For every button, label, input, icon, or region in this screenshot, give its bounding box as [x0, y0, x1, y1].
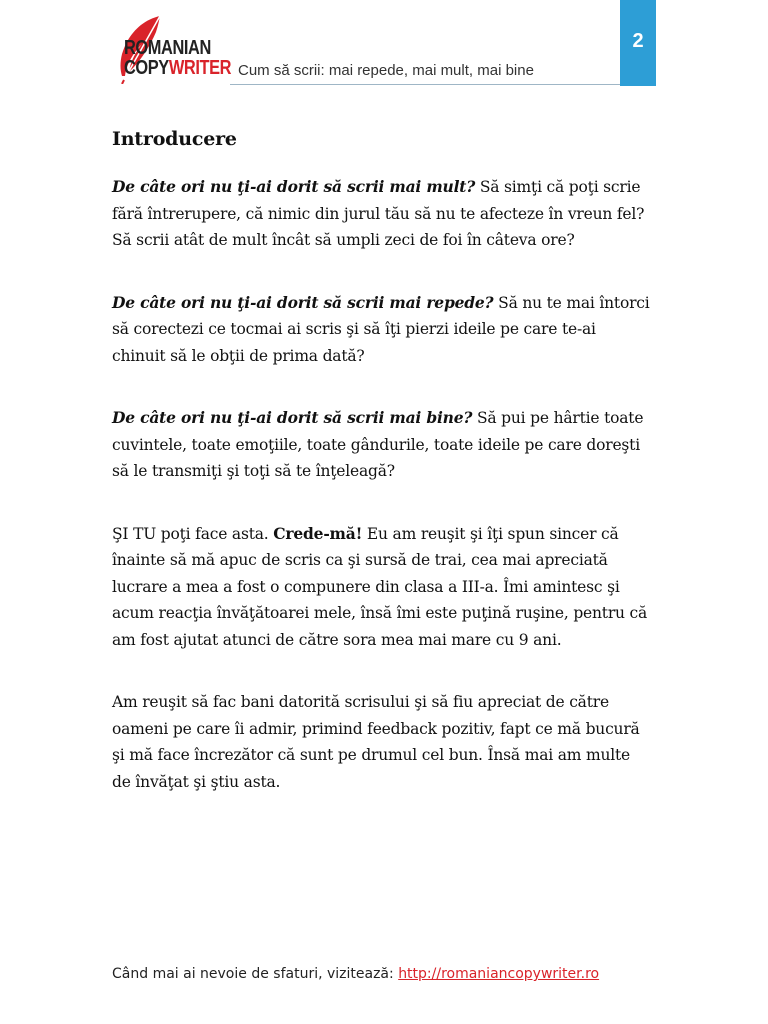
paragraph: Am reuşit să fac bani datorită scrisului şi să fiu apreciat de către oameni pe care îi admir, primind feedback pozitiv, fapt ce mă bucură şi mă face încrezător că sunt pe drumul cel bun. Însă mai am multe de învăţat şi ştiu asta.	[112, 693, 640, 791]
footer-text: Când mai ai nevoie de sfaturi, vizitează:	[112, 966, 399, 982]
logo-line-2: COPYWRITER	[124, 57, 232, 79]
website-link[interactable]: http://romaniancopywriter.ro	[398, 966, 600, 982]
page-number-badge: 2	[620, 0, 656, 86]
logo-line-1: ROMANIAN	[124, 37, 211, 59]
logo-wordmark	[124, 38, 255, 78]
page-footer	[112, 966, 599, 982]
page-header	[0, 0, 768, 86]
paragraph: De câte ori nu ţi-ai dorit să scrii mai bine? Să pui pe hârtie toate cuvintele, toate emoţiile, toate gândurile, toate ideile pe care doreşti să le transmiţi şi toţi să te înţeleagă?	[112, 408, 644, 480]
document-body	[112, 128, 652, 831]
document-tagline: Cum să scrii: mai repede, mai mult, mai bine	[238, 62, 534, 79]
header-divider	[230, 84, 620, 85]
paragraph: ŞI TU poţi face asta. Crede-mă! Eu am reuşit şi îţi spun sincer că înainte să mă apuc de scris ca şi sursă de trai, cea mai apreciată lucrare a mea a fost o compunere din clasa a III-a. Îmi amintesc şi acum reacţia învăţătoarei mele, însă îmi este puţină ruşine, pentru că am fost ajutat atunci de către sora mea mai mare cu 9 ani.	[112, 523, 648, 649]
logo	[112, 14, 232, 84]
paragraph: De câte ori nu ţi-ai dorit să scrii mai repede? Să nu te mai întorci să corectezi ce tocmai ai scris şi să îţi pierzi ideile pe care te-ai chinuit să le obţii de prima dată?	[112, 292, 650, 365]
section-heading: Introducere	[112, 128, 237, 150]
paragraph: De câte ori nu ţi-ai dorit să scrii mai mult? Să simţi că poţi scrie fără întrerupere, că nimic din jurul tău să nu te afecteze în vreun fel? Să scrii atât de mult încât să umpli zeci de foi în câteva ore?	[112, 177, 645, 249]
